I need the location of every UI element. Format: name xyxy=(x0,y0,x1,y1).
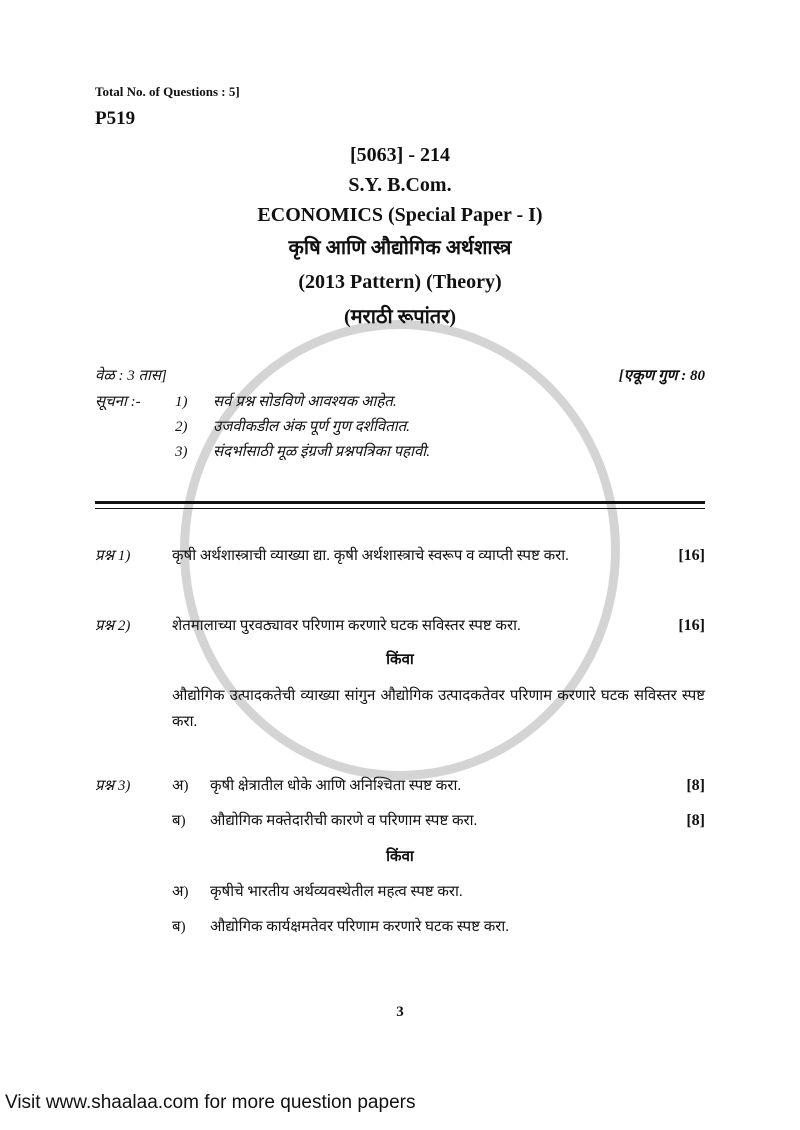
q1-text: कृषी अर्थशास्त्राची व्याख्या द्या. कृषी अर्थशास्त्राचे स्वरूप व व्याप्ती स्पष्ट करा. xyxy=(172,548,569,564)
divider-thick xyxy=(95,501,705,504)
q3-alt-a-text: कृषीचे भारतीय अर्थव्यवस्थेतील महत्व स्पष्ट करा. xyxy=(210,884,463,900)
q2-alt-text: औद्योगिक उत्पादकतेची व्याख्या सांगुन औद्योगिक उत्पादकतेवर परिणाम करणारे घटक सविस्तर स्पष्ट करा. xyxy=(172,688,705,730)
paper-body xyxy=(95,365,705,938)
q1-marks: [16] xyxy=(678,547,705,564)
q2-marks: [16] xyxy=(678,617,705,634)
instruction-text: संदर्भासाठी मूळ इंग्रजी प्रश्नपत्रिका पहावी. xyxy=(213,444,430,460)
q3-label: प्रश्न 3) xyxy=(95,778,131,794)
q3-alt-a-num: अ) xyxy=(172,884,189,900)
seat-code: [5063] - 214 xyxy=(350,144,450,166)
q3a-num: अ) xyxy=(172,778,189,794)
instruction-num: 3) xyxy=(175,444,188,460)
instruction-num: 2) xyxy=(175,419,188,435)
version: (मराठी रूपांतर) xyxy=(343,306,457,328)
time-allowed: वेळ : 3 तास] xyxy=(95,368,167,384)
page-number: 3 xyxy=(396,1004,404,1020)
q3a-text: कृषी क्षेत्रातील धोके आणि अनिश्चिता स्पष्ट करा. xyxy=(210,778,462,794)
course-title: S.Y. B.Com. xyxy=(348,174,452,196)
q3-alt-b-num: ब) xyxy=(172,919,186,935)
subject-title: ECONOMICS (Special Paper - I) xyxy=(257,204,543,226)
q2-text: शेतमालाच्या पुरवठ्यावर परिणाम करणारे घटक सविस्तर स्पष्ट करा. xyxy=(172,618,521,634)
q2-label: प्रश्न 2) xyxy=(95,618,131,634)
q3-or: किंवा xyxy=(386,849,414,865)
instruction-text: उजवीकडील अंक पूर्ण गुण दर्शवितात. xyxy=(213,419,410,435)
instructions-label: सूचना :- xyxy=(95,394,141,410)
total-marks: [एकूण गुण : 80 xyxy=(618,368,705,384)
q2-or: किंवा xyxy=(386,652,414,668)
paper-code: P519 xyxy=(95,108,136,129)
q1-label: प्रश्न 1) xyxy=(95,548,131,564)
pattern: (2013 Pattern) (Theory) xyxy=(298,271,502,293)
q3a-marks: [8] xyxy=(686,777,705,794)
q3b-text: औद्योगिक मक्तेदारीची कारणे व परिणाम स्पष्ट करा. xyxy=(210,813,478,829)
q3b-num: ब) xyxy=(172,813,186,829)
footer-link[interactable]: Visit www.shaalaa.com for more question papers xyxy=(5,1092,416,1113)
total-questions: Total No. of Questions : 5] xyxy=(95,84,240,99)
subject-marathi: कृषि आणि औद्योगिक अर्थशास्त्र xyxy=(288,237,512,259)
instruction-num: 1) xyxy=(175,394,188,410)
q3b-marks: [8] xyxy=(686,812,705,829)
divider-thin xyxy=(95,508,705,509)
q3-alt-b-text: औद्योगिक कार्यक्षमतेवर परिणाम करणारे घटक स्पष्ट करा. xyxy=(210,919,509,935)
instruction-text: सर्व प्रश्न सोडविणे आवश्यक आहेत. xyxy=(213,394,397,410)
